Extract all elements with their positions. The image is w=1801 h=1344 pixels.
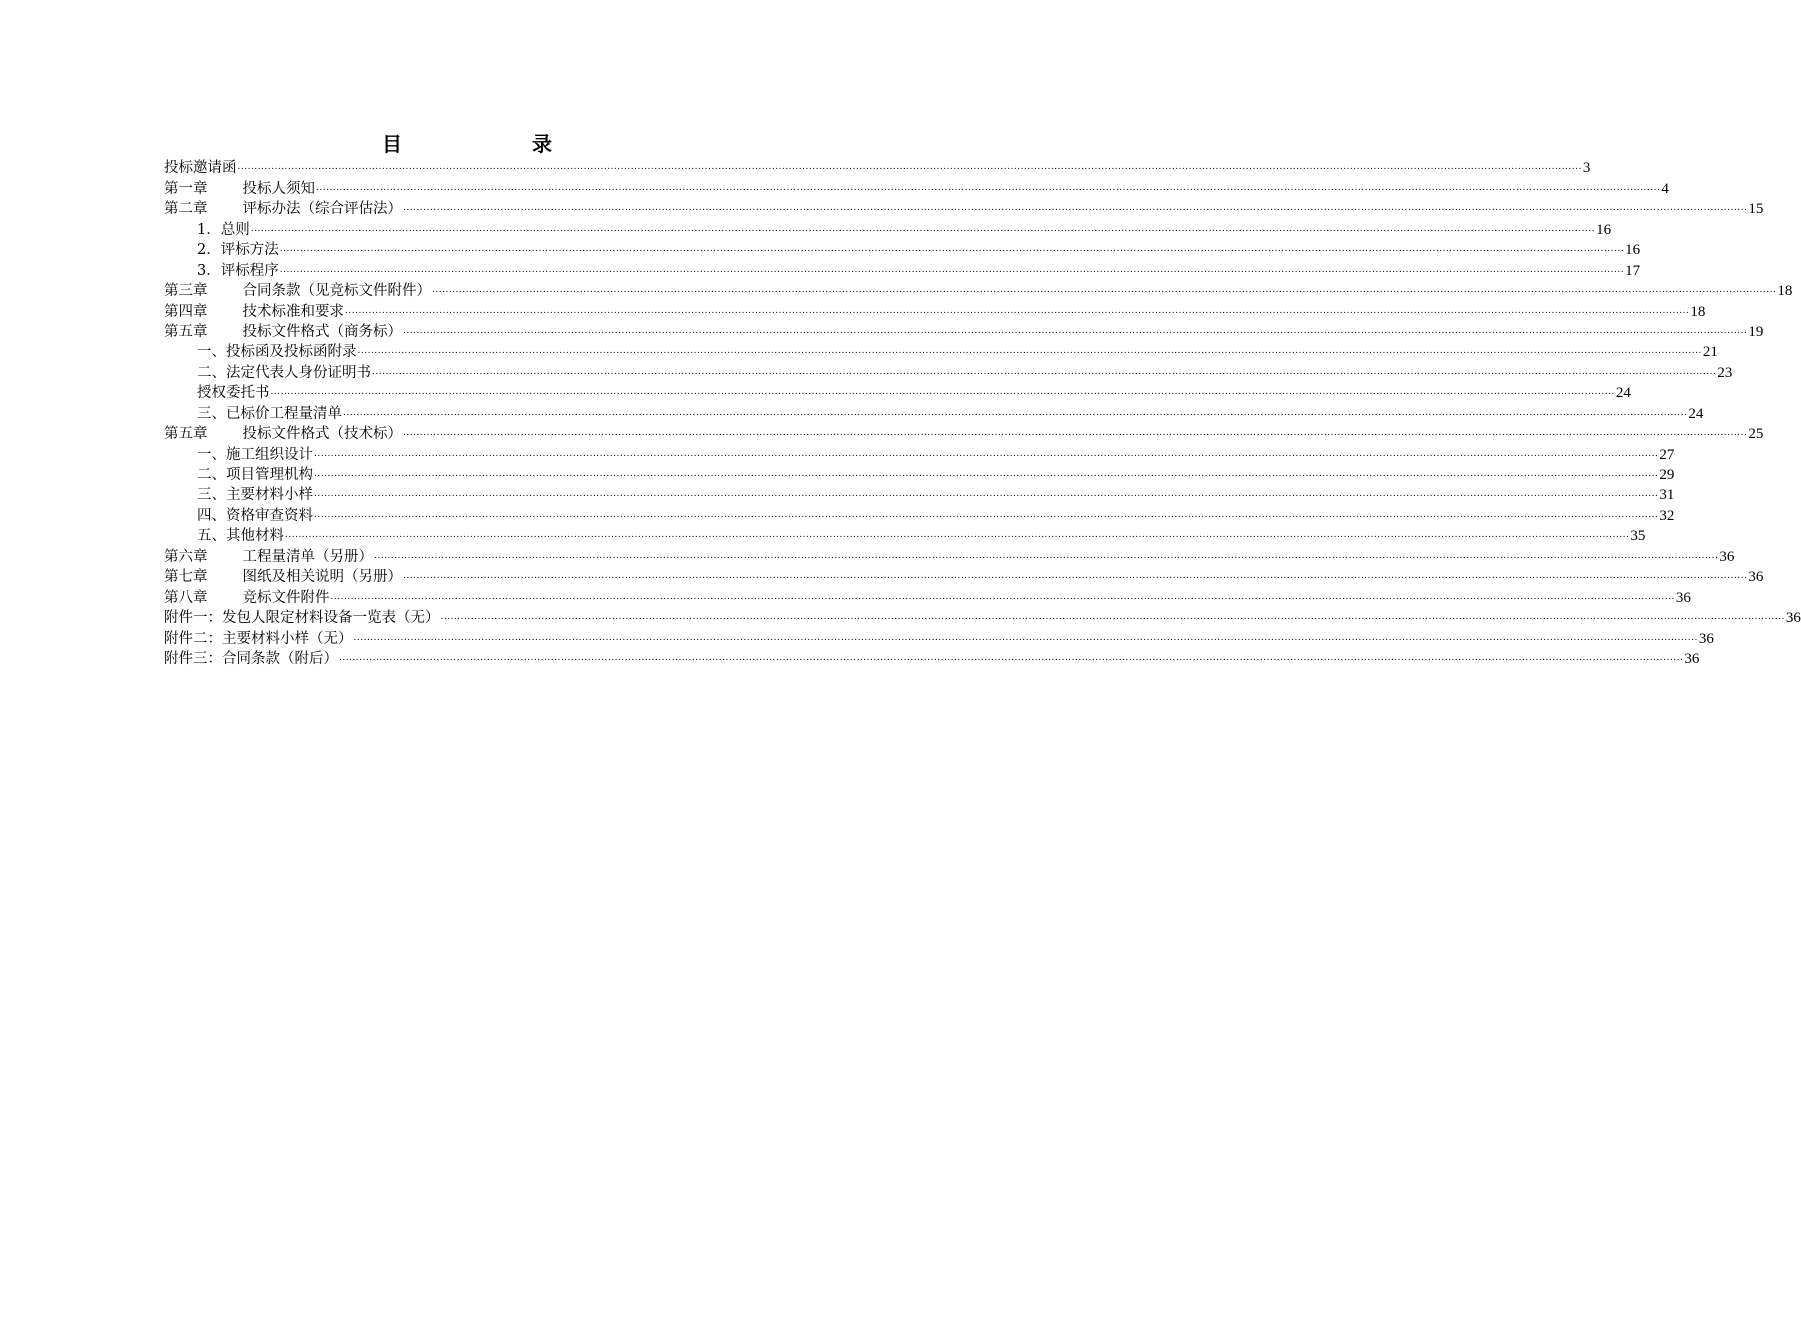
toc-entry-text bbox=[164, 179, 315, 199]
toc-entry-text bbox=[197, 526, 284, 546]
toc-entry-label: 投标文件格式（商务标） bbox=[242, 323, 402, 340]
toc-entry-text bbox=[197, 383, 270, 403]
toc-dot-leader: ................................................................................................................................................................................................................................................................................................................................................................................................................ bbox=[357, 346, 1702, 357]
toc-entry-label: 二、项目管理机构 bbox=[197, 467, 313, 483]
toc-dot-leader: ................................................................................................................................................................................................................................................................................................................................................................................................................ bbox=[403, 571, 1748, 582]
toc-entry-text bbox=[164, 158, 237, 178]
toc-entry[interactable] bbox=[164, 260, 1641, 280]
toc-entry-label: 附件三：合同条款（附后） bbox=[164, 650, 338, 667]
toc-entry-text bbox=[197, 465, 313, 485]
toc-entry-text bbox=[197, 261, 279, 281]
toc-dot-leader: ................................................................................................................................................................................................................................................................................................................................................................................................................ bbox=[339, 652, 1684, 663]
toc-entry[interactable] bbox=[164, 526, 1646, 546]
toc-title: 目 录 bbox=[382, 132, 582, 156]
toc-dot-leader: ................................................................................................................................................................................................................................................................................................................................................................................................................ bbox=[345, 305, 1690, 316]
toc-entry[interactable] bbox=[164, 281, 1793, 301]
toc-page-number: 36 bbox=[1785, 610, 1801, 627]
toc-page-number: 19 bbox=[1748, 323, 1764, 340]
toc-entry[interactable] bbox=[164, 444, 1675, 464]
toc-page-number: 36 bbox=[1719, 548, 1735, 565]
toc-entry-label: 技术标准和要求 bbox=[242, 303, 344, 320]
toc-entry[interactable] bbox=[164, 362, 1733, 382]
toc-entry-label: 竞标文件附件 bbox=[242, 589, 330, 606]
toc-chapter-number: 第七章 bbox=[164, 569, 208, 586]
toc-entry-text bbox=[164, 322, 402, 342]
toc-dot-leader: ................................................................................................................................................................................................................................................................................................................................................................................................................ bbox=[285, 530, 1630, 541]
toc-chapter-number: 第六章 bbox=[164, 548, 208, 565]
toc-entry-label: 附件一：发包人限定材料设备一览表（无） bbox=[164, 610, 440, 627]
toc-chapter-number: 第二章 bbox=[164, 201, 208, 218]
toc-page-number: 31 bbox=[1659, 487, 1675, 504]
toc-entry[interactable] bbox=[164, 158, 1591, 178]
toc-page-number: 36 bbox=[1748, 569, 1764, 586]
toc-entry-label: 1．总则 bbox=[197, 221, 250, 238]
toc-chapter-number: 第五章 bbox=[164, 426, 208, 443]
toc-entry-text bbox=[197, 506, 313, 526]
toc-entry-label: 五、其他材料 bbox=[197, 528, 284, 545]
toc-chapter-number: 第四章 bbox=[164, 303, 208, 320]
toc-entry-text bbox=[164, 302, 344, 322]
toc-entry-text bbox=[164, 281, 431, 301]
toc-entry-text bbox=[197, 404, 342, 424]
toc-dot-leader: ................................................................................................................................................................................................................................................................................................................................................................................................................ bbox=[403, 203, 1748, 214]
toc-entry[interactable] bbox=[164, 587, 1691, 607]
toc-entry[interactable] bbox=[164, 505, 1675, 525]
toc-page-number: 18 bbox=[1777, 283, 1793, 300]
toc-entry-label: 三、已标价工程量清单 bbox=[197, 405, 342, 422]
toc-entry-label: 图纸及相关说明（另册） bbox=[242, 569, 402, 586]
toc-dot-leader: ................................................................................................................................................................................................................................................................................................................................................................................................................ bbox=[279, 244, 1625, 255]
toc-dot-leader: ................................................................................................................................................................................................................................................................................................................................................................................................................ bbox=[270, 387, 1615, 398]
toc-entry[interactable] bbox=[164, 240, 1641, 260]
toc-page-number: 17 bbox=[1625, 262, 1641, 279]
toc-dot-leader: ................................................................................................................................................................................................................................................................................................................................................................................................................ bbox=[353, 632, 1698, 643]
toc-entry-text bbox=[164, 424, 402, 444]
toc-entry-label: 四、资格审查资料 bbox=[197, 507, 313, 524]
toc-page-number: 32 bbox=[1659, 507, 1675, 524]
toc-page-number: 35 bbox=[1630, 528, 1646, 545]
toc-entry-text bbox=[164, 608, 440, 628]
toc-entry[interactable] bbox=[164, 608, 1801, 628]
toc-page-number: 25 bbox=[1748, 426, 1764, 443]
toc-dot-leader: ................................................................................................................................................................................................................................................................................................................................................................................................................ bbox=[440, 612, 1785, 623]
toc-page-number: 4 bbox=[1661, 180, 1669, 197]
toc-entry-label: 授权委托书 bbox=[197, 385, 270, 402]
toc-entry-label: 一、施工组织设计 bbox=[197, 446, 313, 463]
toc-page-number: 15 bbox=[1748, 201, 1764, 218]
toc-entry[interactable] bbox=[164, 424, 1764, 444]
toc-entry-label: 一、投标函及投标函附录 bbox=[197, 344, 357, 361]
toc-page-number: 24 bbox=[1615, 385, 1631, 402]
toc-page-number: 16 bbox=[1596, 221, 1612, 238]
toc-page-number: 36 bbox=[1698, 630, 1714, 647]
toc-entry[interactable] bbox=[164, 219, 1612, 239]
toc-chapter-number: 第五章 bbox=[164, 323, 208, 340]
toc-dot-leader: ................................................................................................................................................................................................................................................................................................................................................................................................................ bbox=[250, 223, 1596, 234]
toc-entry-text bbox=[164, 567, 402, 587]
toc-page-number: 16 bbox=[1625, 242, 1641, 259]
toc-entry[interactable] bbox=[164, 301, 1706, 321]
toc-entry[interactable] bbox=[164, 178, 1669, 198]
toc-entry-text bbox=[164, 547, 373, 567]
toc-entry-label: 附件二：主要材料小样（无） bbox=[164, 630, 353, 647]
toc-page-number: 18 bbox=[1690, 303, 1706, 320]
toc-dot-leader: ................................................................................................................................................................................................................................................................................................................................................................................................................ bbox=[316, 182, 1661, 193]
toc-dot-leader: ................................................................................................................................................................................................................................................................................................................................................................................................................ bbox=[343, 407, 1688, 418]
toc-entry[interactable] bbox=[164, 485, 1675, 505]
toc-entry-text bbox=[197, 445, 313, 465]
toc-page-number: 21 bbox=[1702, 344, 1718, 361]
toc-page-number: 36 bbox=[1684, 650, 1700, 667]
toc-entry-text bbox=[197, 240, 279, 260]
toc-dot-leader: ................................................................................................................................................................................................................................................................................................................................................................................................................ bbox=[372, 366, 1717, 377]
toc-entry[interactable] bbox=[164, 567, 1764, 587]
toc-dot-leader: ................................................................................................................................................................................................................................................................................................................................................................................................................ bbox=[314, 509, 1659, 520]
toc-dot-leader: ................................................................................................................................................................................................................................................................................................................................................................................................................ bbox=[330, 591, 1675, 602]
toc-dot-leader: ................................................................................................................................................................................................................................................................................................................................................................................................................ bbox=[403, 325, 1748, 336]
toc-entry-label: 二、法定代表人身份证明书 bbox=[197, 364, 371, 381]
toc-page-number: 23 bbox=[1717, 364, 1733, 381]
toc-entry[interactable] bbox=[164, 342, 1718, 362]
toc-page-number: 24 bbox=[1688, 405, 1704, 422]
toc-page-number: 27 bbox=[1659, 446, 1675, 463]
toc-dot-leader: ................................................................................................................................................................................................................................................................................................................................................................................................................ bbox=[432, 285, 1777, 296]
toc-entry-text bbox=[164, 649, 338, 669]
toc-dot-leader: ................................................................................................................................................................................................................................................................................................................................................................................................................ bbox=[314, 448, 1659, 459]
toc-entry-text bbox=[197, 342, 357, 362]
toc-entry-text bbox=[164, 588, 330, 608]
toc-list bbox=[164, 158, 1801, 669]
toc-page-number: 29 bbox=[1659, 467, 1675, 483]
toc-page-number: 3 bbox=[1582, 160, 1591, 177]
toc-page-number: 36 bbox=[1675, 589, 1691, 606]
toc-dot-leader: ................................................................................................................................................................................................................................................................................................................................................................................................................ bbox=[314, 469, 1659, 479]
toc-entry[interactable] bbox=[164, 383, 1631, 403]
toc-dot-leader: ................................................................................................................................................................................................................................................................................................................................................................................................................ bbox=[279, 264, 1625, 275]
toc-dot-leader: ................................................................................................................................................................................................................................................................................................................................................................................................................ bbox=[237, 162, 1582, 173]
toc-entry-label: 投标邀请函 bbox=[164, 160, 237, 177]
toc-dot-leader: ................................................................................................................................................................................................................................................................................................................................................................................................................ bbox=[403, 428, 1748, 439]
toc-entry[interactable] bbox=[164, 465, 1675, 485]
toc-chapter-number: 第一章 bbox=[164, 180, 208, 197]
toc-entry[interactable] bbox=[164, 322, 1764, 342]
toc-entry-label: 2．评标方法 bbox=[197, 242, 279, 259]
toc-entry[interactable] bbox=[164, 403, 1704, 423]
toc-entry-label: 投标人须知 bbox=[242, 180, 315, 197]
toc-chapter-number: 第八章 bbox=[164, 589, 208, 606]
toc-entry-text bbox=[164, 199, 402, 219]
toc-entry-text bbox=[197, 220, 250, 240]
toc-entry[interactable] bbox=[164, 628, 1714, 648]
toc-entry-label: 合同条款（见竞标文件附件） bbox=[242, 283, 431, 300]
toc-entry-text bbox=[164, 629, 353, 649]
toc-entry-label: 投标文件格式（技术标） bbox=[242, 426, 402, 443]
toc-dot-leader: ................................................................................................................................................................................................................................................................................................................................................................................................................ bbox=[314, 489, 1659, 500]
toc-entry-label: 工程量清单（另册） bbox=[242, 548, 373, 565]
toc-entry-label: 3．评标程序 bbox=[197, 262, 279, 279]
toc-entry[interactable] bbox=[164, 199, 1764, 219]
toc-entry-text bbox=[197, 363, 371, 383]
toc-entry[interactable] bbox=[164, 649, 1700, 669]
toc-entry-label: 三、主要材料小样 bbox=[197, 487, 313, 504]
toc-dot-leader: ................................................................................................................................................................................................................................................................................................................................................................................................................ bbox=[374, 550, 1719, 561]
toc-entry[interactable] bbox=[164, 546, 1735, 566]
toc-chapter-number: 第三章 bbox=[164, 283, 208, 300]
toc-entry-text bbox=[197, 485, 313, 505]
toc-entry-label: 评标办法（综合评估法） bbox=[242, 201, 402, 218]
